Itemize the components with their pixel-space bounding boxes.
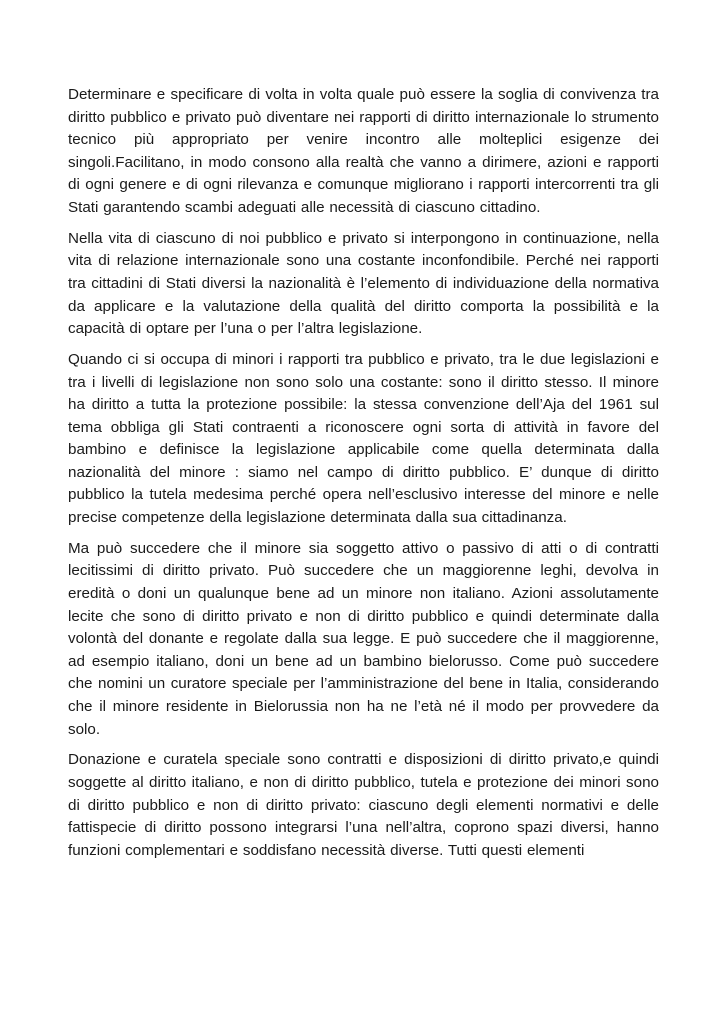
paragraph-2: Nella vita di ciascuno di noi pubblico e privato si interpongono in continuazione, nella vita di relazione internazionale sono una costante inconfondibile. Perché nei rapporti tra cittadini di Stati diversi la nazionalità è l’elemento di individuazione della normativa da applicare e la valutazione della qualità del diritto comporta la possibilità e la capacità di optare per l’una o per l’altra legislazione. — [68, 229, 659, 338]
document-body — [68, 84, 659, 871]
paragraph-5: Donazione e curatela speciale sono contratti e disposizioni di diritto privato,e quindi soggette al diritto italiano, e non di diritto pubblico, tutela e protezione dei minori sono di diritto pubblico e non di diritto privato: ciascuno degli elementi normativi e delle fattispecie di diritto possono integrarsi l’una nell’altra, coprono spazi diversi, hanno funzioni complementari e soddisfano necessità diverse. Tutti questi elementi — [68, 751, 659, 859]
paragraph-4: Ma può succedere che il minore sia soggetto attivo o passivo di atti o di contratti lecitissimi di diritto privato. Può succedere che un maggiorenne leghi, devolva in eredità o doni un qualunque bene ad un minore non italiano. Azioni assolutamente lecite che sono di diritto privato e non di diritto pubblico e quindi determinate dalla volontà del donante e regolate dalla sua legge. E può succedere che il maggiorenne, ad esempio italiano, doni un bene ad un bambino bielorusso. Come può succedere che nomini un curatore speciale per l’amministrazione del bene in Italia, considerando che il minore residente in Bielorussia non ha ne l’età né il modo per provvedere da solo. — [68, 539, 659, 738]
paragraph-1: Determinare e specificare di volta in volta quale può essere la soglia di convivenza tra diritto pubblico e privato può diventare nei rapporti di diritto internazionale lo strumento tecnico più appropriato per venire incontro alle molteplici esigenze dei singoli.Facilitano, in modo consono alla realtà che vanno a dirimere, azioni e rapporti di ogni genere e di ogni rilevanza e comunque migliorano i rapporti intercorrenti tra gli Stati garantendo scambi adeguati alle necessità di ciascuno cittadino. — [68, 86, 659, 216]
paragraph-3: Quando ci si occupa di minori i rapporti tra pubblico e privato, tra le due legislazioni e tra i livelli di legislazione non sono solo una costante: sono il diritto stesso. Il minore ha diritto a tutta la protezione possibile: la stessa convenzione dell’Aja del 1961 sul tema obbliga gli Stati contraenti a riconoscere ogni sorta di attività in favore del bambino e definisce la legislazione applicabile come quella determinata dalla nazionalità del minore : siamo nel campo di diritto pubblico. E’ dunque di diritto pubblico la tutela medesima perché opera nell’esclusivo interesse del minore e nelle precise competenze della legislazione determinata dalla sua cittadinanza. — [68, 350, 659, 527]
